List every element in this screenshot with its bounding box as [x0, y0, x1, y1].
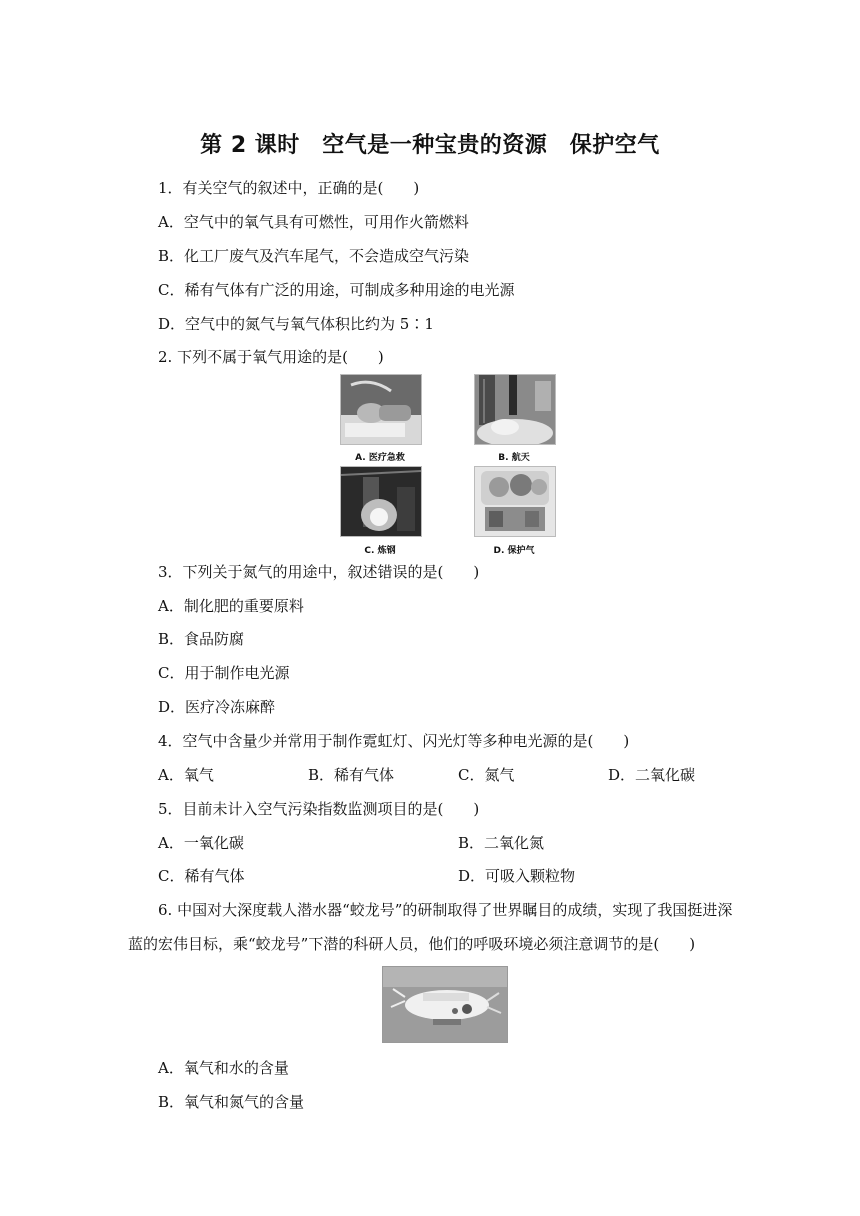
image-rocket-launch [474, 374, 556, 445]
q3-option-d: D．医疗冷冻麻醉 [158, 698, 276, 716]
q5-option-b: B．二氧化氮 [458, 834, 545, 852]
q6-option-a: A．氧气和水的含量 [158, 1059, 289, 1077]
q4-option-b: B．稀有气体 [308, 766, 395, 784]
q3-option-b: B．食品防腐 [158, 630, 245, 648]
page-title: 第 2 课时 空气是一种宝贵的资源 保护空气 [200, 133, 660, 158]
q4-option-d: D．二氧化碳 [608, 766, 696, 784]
q6-stem-line1: 6. 中国对大深度载人潜水器“蛟龙号”的研制取得了世界瞩目的成绩，实现了我国挺进深 [158, 901, 733, 919]
caption-d: D. 保护气 [493, 546, 535, 556]
q5-stem: 5．目前未计入空气污染指数监测项目的是( ) [158, 800, 480, 818]
image-medical-emergency [340, 374, 422, 445]
q1-option-b: B．化工厂废气及汽车尾气，不会造成空气污染 [158, 247, 470, 265]
q1-stem: 1．有关空气的叙述中，正确的是( ) [158, 179, 420, 197]
q1-option-a: A．空气中的氧气具有可燃性，可用作火箭燃料 [158, 213, 469, 231]
q3-option-a: A．制化肥的重要原料 [158, 597, 304, 615]
q6-option-b: B．氧气和氮气的含量 [158, 1093, 305, 1111]
q4-option-c: C．氮气 [458, 766, 515, 784]
q2-stem: 2. 下列不属于氧气用途的是( ) [158, 348, 384, 366]
caption-c: C. 炼钢 [364, 546, 396, 556]
caption-a: A. 医疗急救 [355, 453, 405, 463]
q5-option-a: A．一氧化碳 [158, 834, 244, 852]
q6-stem-line2: 蓝的宏伟目标，乘“蛟龙号”下潜的科研人员，他们的呼吸环境必须注意调节的是( ) [128, 935, 696, 953]
q5-option-c: C．稀有气体 [158, 867, 245, 885]
image-steelmaking [340, 466, 422, 537]
image-protective-gas-packaging [474, 466, 556, 537]
q1-option-d: D．空气中的氮气与氧气体积比约为 5∶1 [158, 315, 434, 333]
caption-b: B. 航天 [498, 453, 530, 463]
q3-option-c: C．用于制作电光源 [158, 664, 290, 682]
image-jiaolong-submersible [382, 966, 508, 1043]
q3-stem: 3．下列关于氮气的用途中，叙述错误的是( ) [158, 563, 480, 581]
q4-option-a: A．氧气 [158, 766, 214, 784]
q5-option-d: D．可吸入颗粒物 [458, 867, 576, 885]
q4-stem: 4．空气中含量少并常用于制作霓虹灯、闪光灯等多种电光源的是( ) [158, 732, 630, 750]
q1-option-c: C．稀有气体有广泛的用途，可制成多种用途的电光源 [158, 281, 515, 299]
